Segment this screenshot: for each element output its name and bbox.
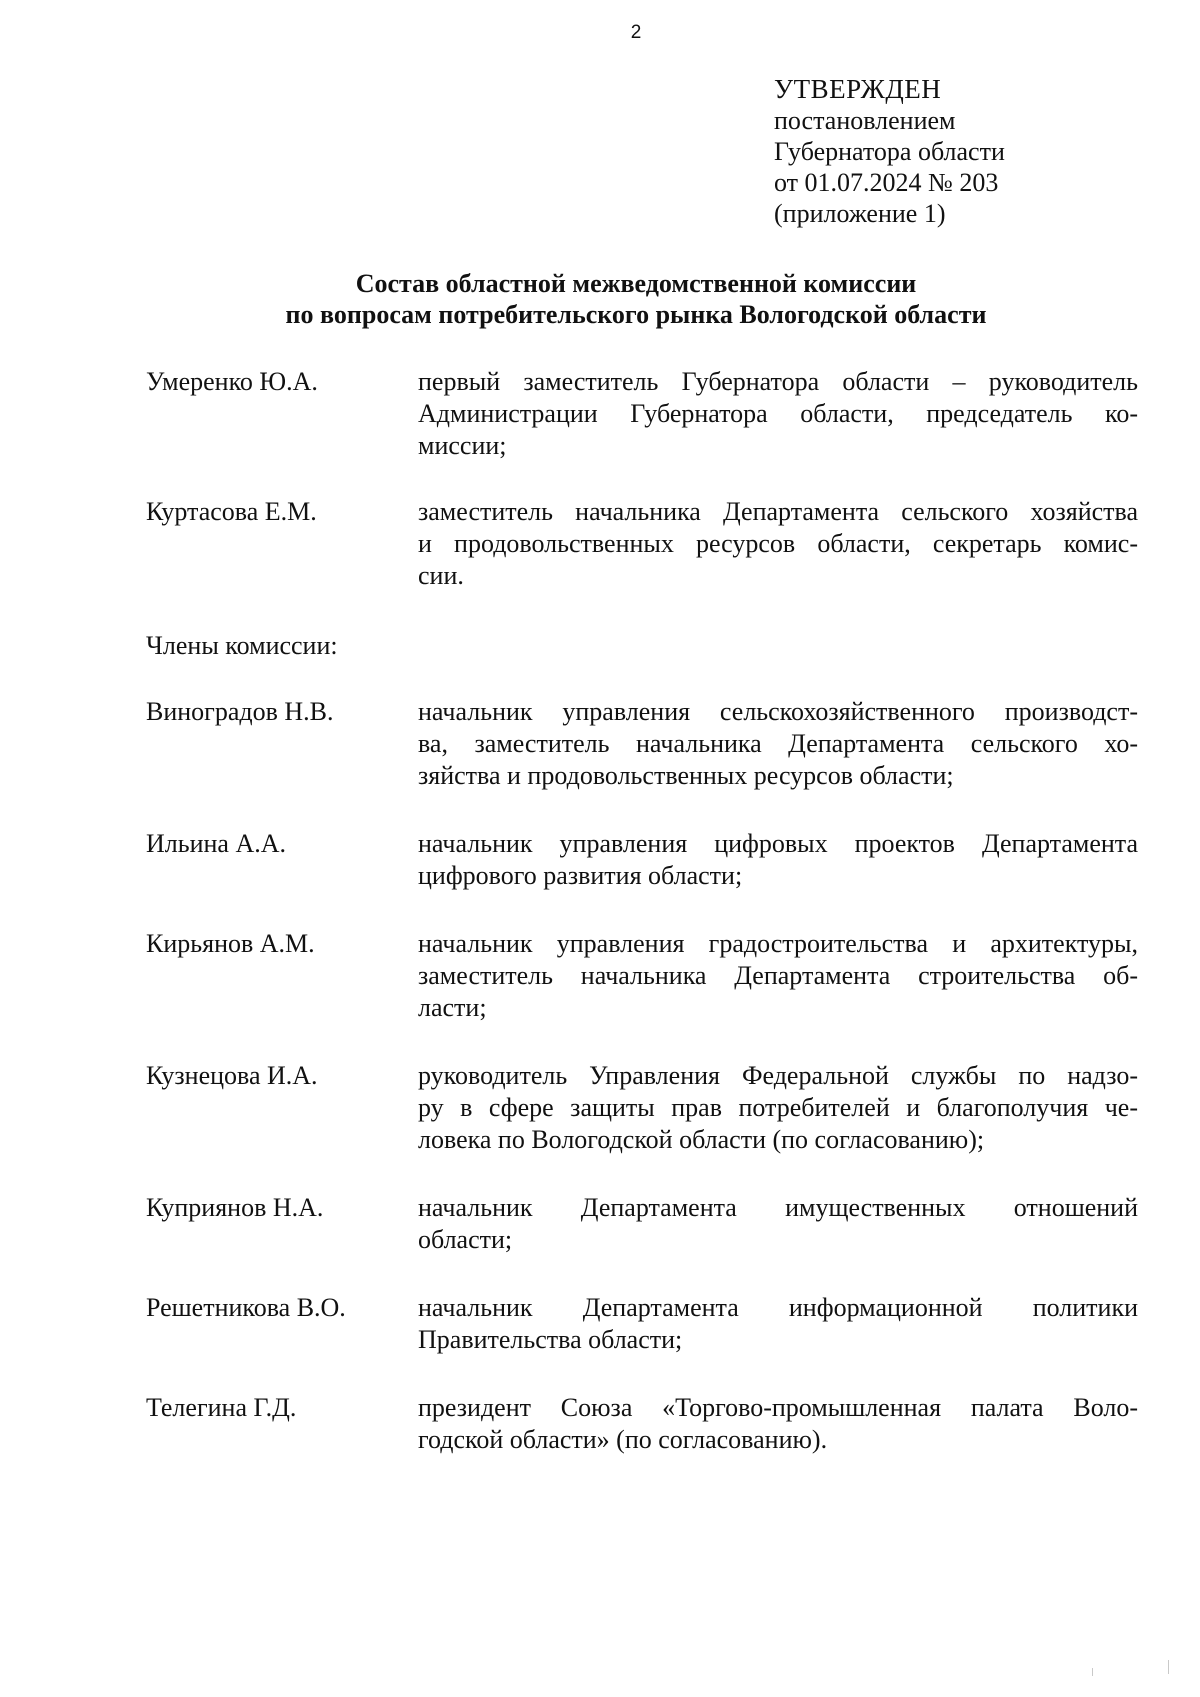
person-role	[418, 1392, 1138, 1456]
role-line: начальник управления сельскохозяйственного производст-	[418, 697, 1138, 726]
person-role	[418, 828, 1138, 892]
person-name: Телегина Г.Д.	[146, 1393, 297, 1422]
role-line: Администрации Губернатора области, председатель ко-	[418, 399, 1138, 428]
scan-artifact	[1168, 1660, 1169, 1674]
person-name: Умеренко Ю.А.	[146, 367, 318, 396]
approval-line: постановлением	[774, 106, 956, 135]
role-line: начальник управления цифровых проектов Департамента	[418, 829, 1138, 858]
person-name: Куртасова Е.М.	[146, 497, 317, 526]
role-line: первый заместитель Губернатора области – руководитель	[418, 367, 1138, 396]
role-line: цифрового развития области;	[418, 861, 743, 890]
role-line: президент Союза «Торгово-промышленная палата Воло-	[418, 1393, 1138, 1422]
role-line: миссии;	[418, 431, 507, 460]
role-line: руководитель Управления Федеральной службы по надзо-	[418, 1061, 1138, 1090]
approval-line: от 01.07.2024 № 203	[774, 168, 999, 197]
role-line: ловека по Вологодской области (по согласованию);	[418, 1125, 985, 1154]
person-name: Кузнецова И.А.	[146, 1061, 318, 1090]
members-label: Члены комиссии:	[146, 631, 338, 660]
role-line: ру в сфере защиты прав потребителей и благополучия че-	[418, 1093, 1138, 1122]
scan-artifact	[1092, 1668, 1093, 1676]
role-line: начальник Департамента информационной политики	[418, 1293, 1138, 1322]
role-line: ва, заместитель начальника Департамента сельского хо-	[418, 729, 1138, 758]
approval-title: УТВЕРЖДЕН	[774, 74, 942, 104]
person-role	[418, 1060, 1138, 1156]
person-name: Решетникова В.О.	[146, 1293, 346, 1322]
person-name: Ильина А.А.	[146, 829, 287, 858]
person-role	[418, 1292, 1138, 1356]
document-title-line: по вопросам потребительского рынка Вологодской области	[285, 300, 987, 329]
role-line: начальник управления градостроительства и архитектуры,	[418, 929, 1138, 958]
role-line: сии.	[418, 561, 464, 590]
person-name: Кирьянов А.М.	[146, 929, 315, 958]
role-line: заместитель начальника Департамента сельского хозяйства	[418, 497, 1138, 526]
approval-stamp	[774, 74, 1154, 229]
role-line: заместитель начальника Департамента строительства об-	[418, 961, 1138, 990]
person-role	[418, 696, 1138, 792]
person-name: Виноградов Н.В.	[146, 697, 334, 726]
person-role	[418, 1192, 1138, 1256]
document-title-line: Состав областной межведомственной комиссии	[355, 269, 917, 298]
approval-line: (приложение 1)	[774, 199, 946, 228]
person-name: Куприянов Н.А.	[146, 1193, 324, 1222]
role-line: годской области» (по согласованию).	[418, 1425, 828, 1454]
document-title	[0, 268, 1200, 330]
role-line: Правительства области;	[418, 1325, 683, 1354]
approval-line: Губернатора области	[774, 137, 1005, 166]
role-line: и продовольственных ресурсов области, секретарь комис-	[418, 529, 1138, 558]
person-role	[418, 496, 1138, 592]
page-number: 2	[630, 22, 642, 43]
person-role	[418, 366, 1138, 462]
role-line: начальник Департамента имущественных отношений	[418, 1193, 1138, 1222]
person-role	[418, 928, 1138, 1024]
role-line: ласти;	[418, 993, 487, 1022]
role-line: зяйства и продовольственных ресурсов области;	[418, 761, 954, 790]
role-line: области;	[418, 1225, 513, 1254]
